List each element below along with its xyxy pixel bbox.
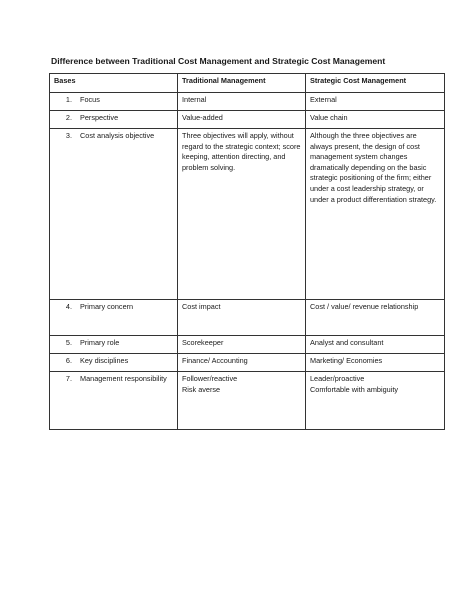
- traditional-cell: [178, 111, 306, 129]
- row-base-label: Primary role: [80, 338, 120, 347]
- strategic-cell: [306, 93, 445, 111]
- strategic-text: Cost / value/ revenue relationship: [310, 302, 419, 311]
- document-title: Difference between Traditional Cost Management and Strategic Cost Management: [51, 56, 386, 66]
- table-row: [50, 129, 445, 300]
- strategic-cell: [306, 372, 445, 430]
- traditional-cell: [178, 93, 306, 111]
- row-base-label: Key disciplines: [80, 356, 129, 365]
- row-number: 5.: [65, 338, 72, 347]
- table-row: [50, 111, 445, 129]
- strategic-text: External: [310, 95, 337, 104]
- strategic-text: Comfortable with ambiguity: [310, 384, 399, 394]
- row-number: 7.: [65, 374, 72, 383]
- row-base-cell: [50, 354, 178, 372]
- traditional-cell: [178, 300, 306, 336]
- traditional-text: Cost impact: [182, 302, 221, 311]
- strategic-text: Although the three objectives are always present, the design of cost management system changes dramatically depending on the basic strategic positioning of the firm; either under a cost leadership strategy, or under a product differentiation strategy.: [310, 131, 437, 204]
- traditional-cell: [178, 354, 306, 372]
- row-base-cell: [50, 93, 178, 111]
- strategic-cell: [306, 300, 445, 336]
- traditional-cell: [178, 129, 306, 300]
- traditional-text: Follower/reactive: [182, 374, 238, 383]
- row-base-cell: [50, 300, 178, 336]
- row-base-label: Primary concern: [80, 302, 134, 311]
- table-row: [50, 354, 445, 372]
- row-base-label: Perspective: [80, 113, 119, 122]
- traditional-text: Value-added: [182, 113, 223, 122]
- strategic-cell: [306, 336, 445, 354]
- table-row: [50, 336, 445, 354]
- table-row: [50, 372, 445, 430]
- row-number: 6.: [65, 356, 72, 365]
- row-base-cell: [50, 129, 178, 300]
- strategic-cell: [306, 111, 445, 129]
- header-bases: Bases: [50, 74, 178, 93]
- traditional-text: Three objectives will apply, without regard to the strategic context; score keeping, attention directing, and problem solving.: [182, 131, 301, 172]
- row-number: 1.: [65, 95, 72, 104]
- strategic-cell: [306, 354, 445, 372]
- row-base-cell: [50, 111, 178, 129]
- header-strategic-cost-management: Strategic Cost Management: [306, 74, 445, 93]
- traditional-text: Scorekeeper: [182, 338, 224, 347]
- row-base-label: Focus: [80, 95, 100, 104]
- strategic-text: Marketing/ Economies: [310, 356, 383, 365]
- comparison-table: [49, 73, 445, 430]
- row-base-cell: [50, 336, 178, 354]
- traditional-cell: [178, 336, 306, 354]
- traditional-text: Internal: [182, 95, 207, 104]
- strategic-text: Leader/proactive: [310, 374, 365, 383]
- row-base-label: Management responsibility: [80, 374, 167, 383]
- row-number: 4.: [65, 302, 72, 311]
- traditional-text: Risk averse: [182, 384, 221, 394]
- row-base-label: Cost analysis objective: [80, 131, 155, 140]
- row-base-cell: [50, 372, 178, 430]
- strategic-cell: [306, 129, 445, 300]
- table-header-row: [50, 74, 445, 93]
- header-traditional-management: Traditional Management: [178, 74, 306, 93]
- table-row: [50, 300, 445, 336]
- traditional-cell: [178, 372, 306, 430]
- row-number: 2.: [65, 113, 72, 122]
- table-row: [50, 93, 445, 111]
- strategic-text: Value chain: [310, 113, 348, 122]
- strategic-text: Analyst and consultant: [310, 338, 384, 347]
- traditional-text: Finance/ Accounting: [182, 356, 248, 365]
- row-number: 3.: [65, 131, 72, 140]
